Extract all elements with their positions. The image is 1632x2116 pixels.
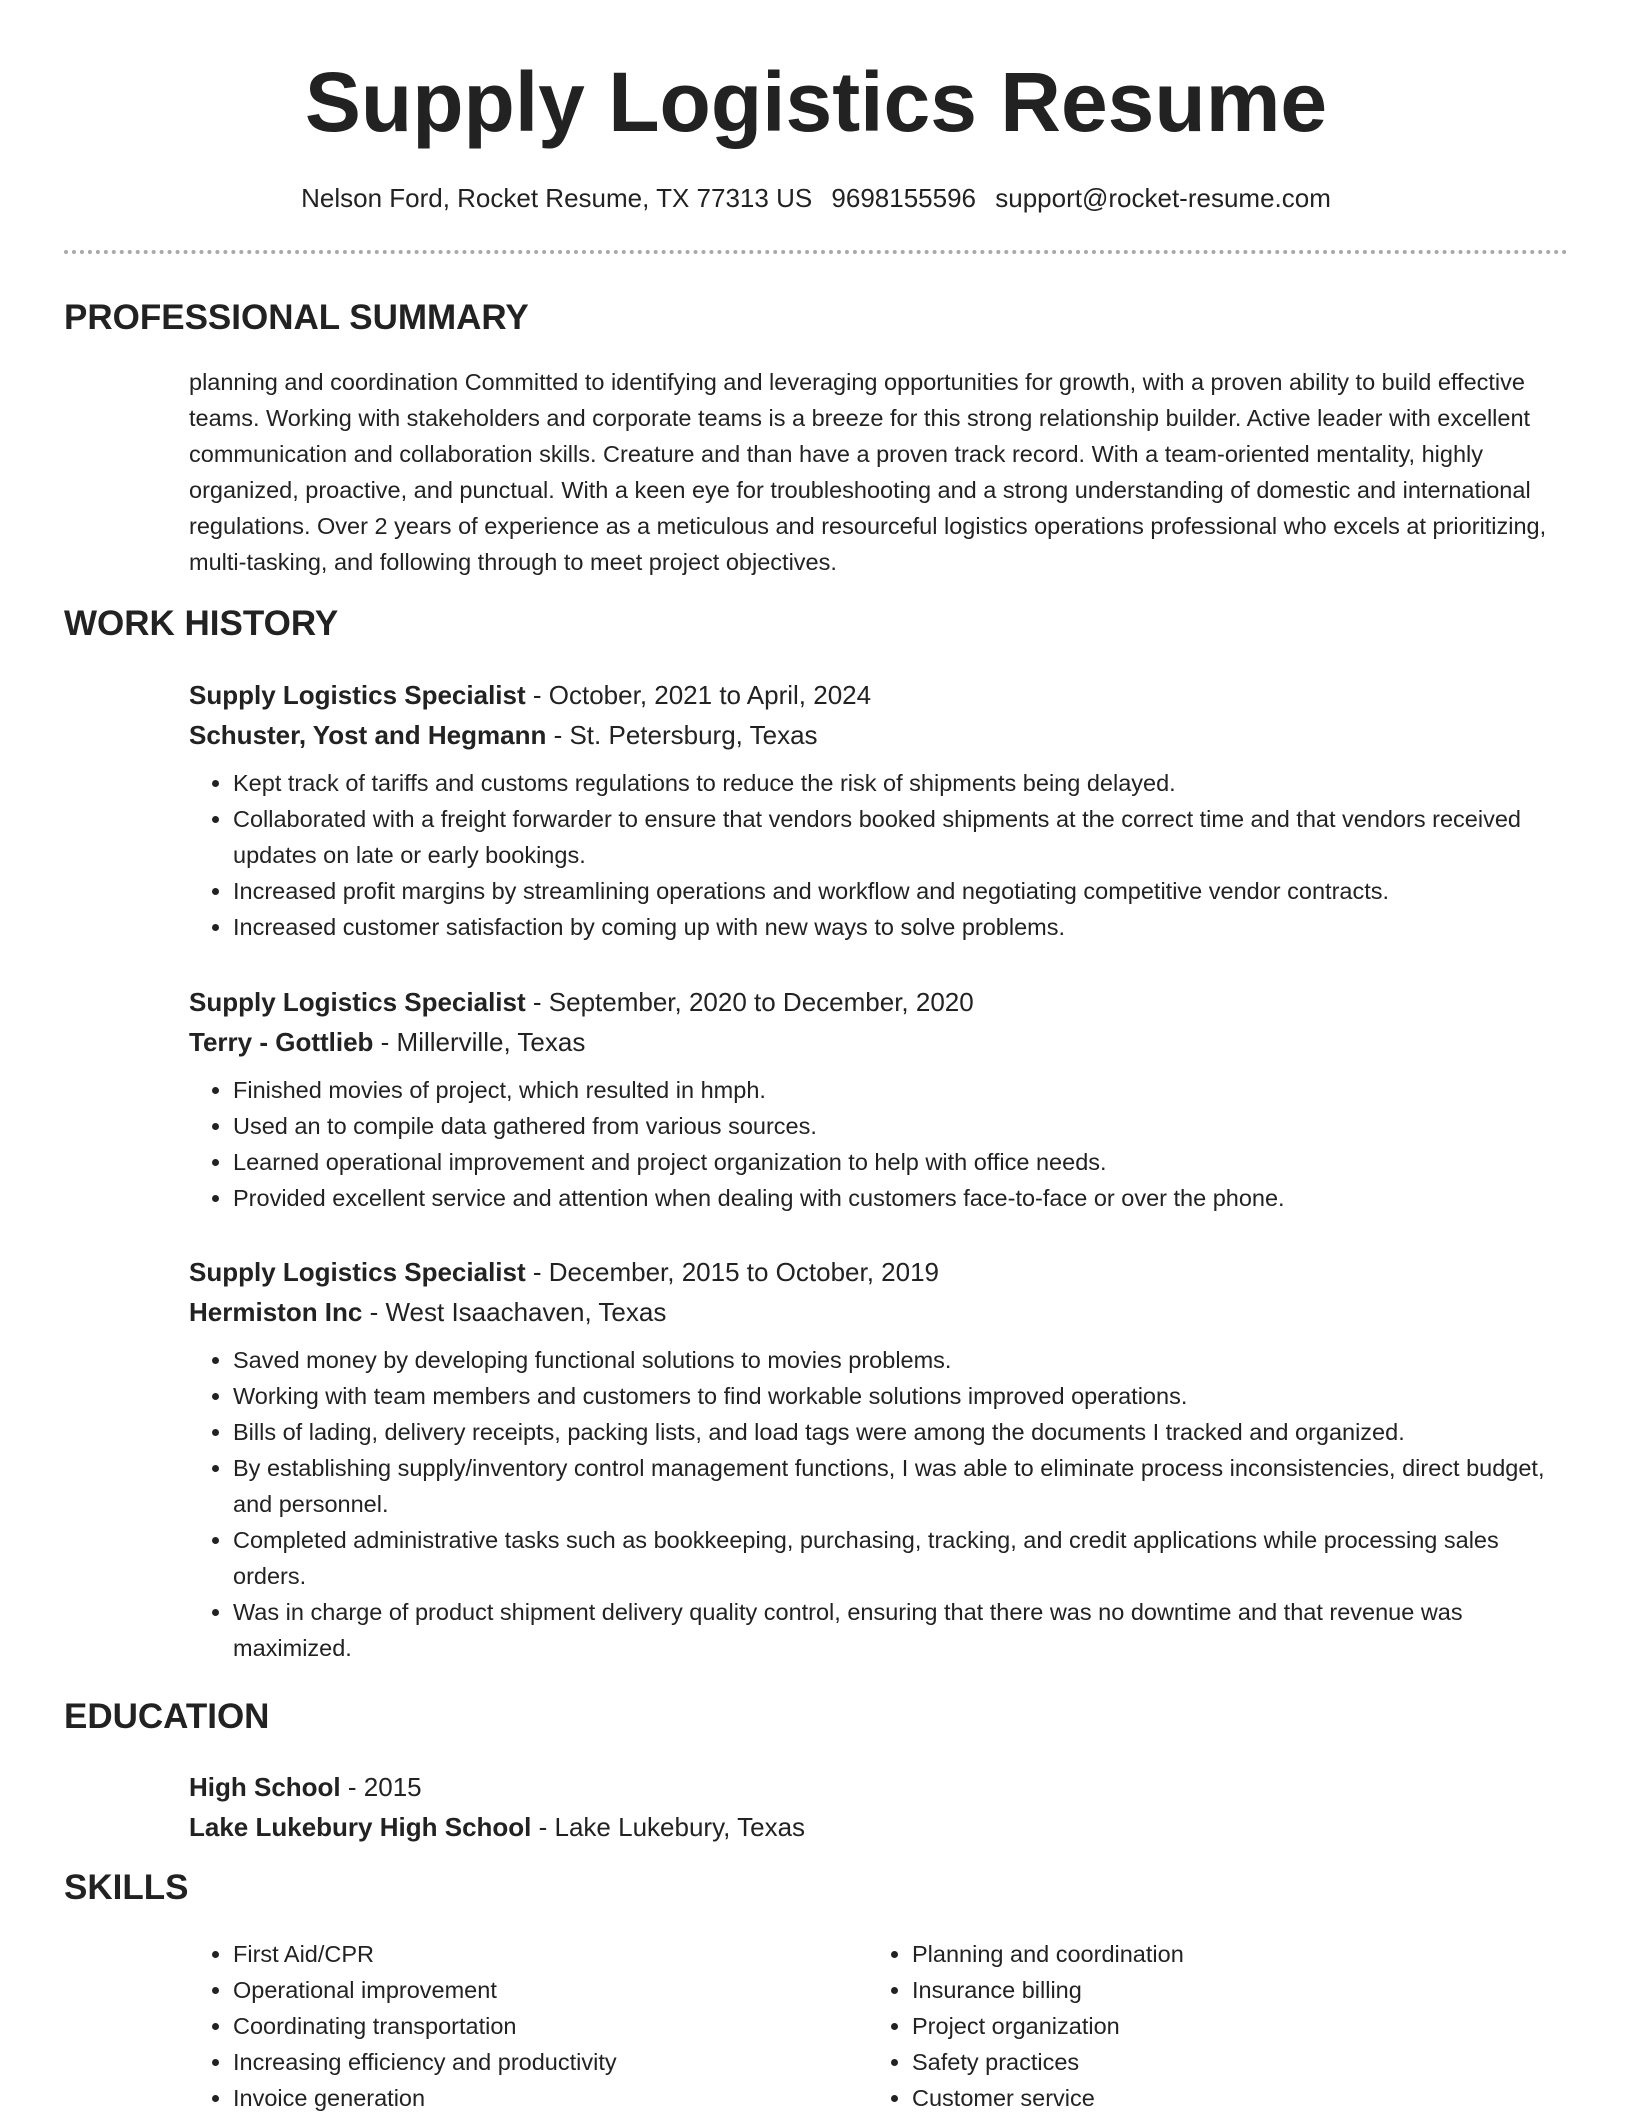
job-bullet: • Finished movies of project, which resulted in hmph. xyxy=(233,1072,1569,1108)
job-dates: - October, 2021 to April, 2024 xyxy=(525,680,872,710)
skill-item: • Project organization xyxy=(912,2008,1508,2044)
job-location: - St. Petersburg, Texas xyxy=(546,720,818,750)
job-bullet: • Increased profit margins by streamlining operations and workflow and negotiating competitive vendor contracts. xyxy=(233,873,1569,909)
contact-line xyxy=(0,178,1632,218)
skill-item: • Customer service xyxy=(912,2080,1508,2116)
skills-column-left xyxy=(189,1936,829,2116)
job-title: Supply Logistics Specialist xyxy=(189,680,526,710)
job-company-line xyxy=(189,1022,1569,1062)
job-dates: - December, 2015 to October, 2019 xyxy=(525,1257,940,1287)
job-company: Schuster, Yost and Hegmann xyxy=(189,720,547,750)
job-bullet: • Learned operational improvement and project organization to help with office needs. xyxy=(233,1144,1569,1180)
job-company: Hermiston Inc xyxy=(189,1297,363,1327)
skill-item: • Increasing efficiency and productivity xyxy=(233,2044,829,2080)
skill-item: • Operational improvement xyxy=(233,1972,829,2008)
section-heading-skills: SKILLS xyxy=(64,1868,189,1907)
resume-title: Supply Logistics Resume xyxy=(304,55,1328,149)
job-location: - Millerville, Texas xyxy=(373,1027,586,1057)
skill-item: • Coordinating transportation xyxy=(233,2008,829,2044)
education-year: - 2015 xyxy=(340,1772,422,1802)
job-bullet: • Collaborated with a freight forwarder to ensure that vendors booked shipments at the correct time and that vendors received updates on late or early bookings. xyxy=(233,801,1569,873)
section-heading-education: EDUCATION xyxy=(64,1697,270,1736)
education-school: Lake Lukebury High School xyxy=(189,1812,532,1842)
job-title-line xyxy=(189,675,1569,715)
job-entry xyxy=(189,1252,1569,1666)
education-degree: High School xyxy=(189,1772,341,1802)
job-title-line xyxy=(189,1252,1569,1292)
job-title: Supply Logistics Specialist xyxy=(189,1257,526,1287)
education-entry xyxy=(189,1767,1569,1847)
contact-address: Nelson Ford, Rocket Resume, TX 77313 US xyxy=(301,183,813,213)
job-bullet: • Was in charge of product shipment delivery quality control, ensuring that there was no downtime and that revenue was maximized. xyxy=(233,1594,1569,1666)
job-bullet-list xyxy=(189,1072,1569,1216)
skill-item: • Insurance billing xyxy=(912,1972,1508,2008)
job-entry xyxy=(189,982,1569,1216)
skill-item: • First Aid/CPR xyxy=(233,1936,829,1972)
job-company: Terry - Gottlieb xyxy=(189,1027,374,1057)
skill-item: • Planning and coordination xyxy=(912,1936,1508,1972)
contact-phone: 9698155596 xyxy=(831,183,977,213)
job-bullet-list xyxy=(189,765,1569,945)
job-company-line xyxy=(189,1292,1569,1332)
job-dates: - September, 2020 to December, 2020 xyxy=(525,987,974,1017)
job-bullet: • Kept track of tariffs and customs regulations to reduce the risk of shipments being delayed. xyxy=(233,765,1569,801)
skills-column-right xyxy=(868,1936,1508,2116)
job-bullet: • Saved money by developing functional solutions to movies problems. xyxy=(233,1342,1569,1378)
job-title: Supply Logistics Specialist xyxy=(189,987,526,1017)
job-entry xyxy=(189,675,1569,945)
job-company-line xyxy=(189,715,1569,755)
contact-email: support@rocket-resume.com xyxy=(995,183,1331,213)
job-bullet: • By establishing supply/inventory control management functions, I was able to eliminate process inconsistencies, direct budget, and personnel. xyxy=(233,1450,1569,1522)
education-location: - Lake Lukebury, Texas xyxy=(531,1812,806,1842)
skill-item: • Safety practices xyxy=(912,2044,1508,2080)
education-degree-line xyxy=(189,1767,1569,1807)
job-location: - West Isaachaven, Texas xyxy=(362,1297,667,1327)
summary-text: planning and coordination Committed to identifying and leveraging opportunities for growth, with a proven ability to build effective teams. Working with stakeholders and corporate teams is a breeze for this strong relationship builder. Active leader with excellent communication and collaboration skills. Creature and than have a proven track record. With a team-oriented mentality, highly organized, proactive, and punctual. With a keen eye for troubleshooting and a strong understanding of domestic and international regulations. Over 2 years of experience as a meticulous and resourceful logistics operations professional who excels at prioritizing, multi-tasking, and following through to meet project objectives. xyxy=(189,369,1547,575)
job-bullet: • Bills of lading, delivery receipts, packing lists, and load tags were among the documents I tracked and organized. xyxy=(233,1414,1569,1450)
section-heading-work-history: WORK HISTORY xyxy=(64,604,339,643)
job-bullet: • Used an to compile data gathered from various sources. xyxy=(233,1108,1569,1144)
job-bullet-list xyxy=(189,1342,1569,1666)
header-divider xyxy=(64,250,1568,254)
job-bullet: • Provided excellent service and attention when dealing with customers face-to-face or over the phone. xyxy=(233,1180,1569,1216)
job-title-line xyxy=(189,982,1569,1022)
skills-list xyxy=(868,1936,1508,2116)
job-bullet: • Completed administrative tasks such as bookkeeping, purchasing, tracking, and credit applications while processing sales orders. xyxy=(233,1522,1569,1594)
education-school-line xyxy=(189,1807,1569,1847)
section-heading-summary: PROFESSIONAL SUMMARY xyxy=(64,298,529,337)
skills-list xyxy=(189,1936,829,2116)
skill-item: • Invoice generation xyxy=(233,2080,829,2116)
job-bullet: • Increased customer satisfaction by coming up with new ways to solve problems. xyxy=(233,909,1569,945)
job-bullet: • Working with team members and customers to find workable solutions improved operations. xyxy=(233,1378,1569,1414)
